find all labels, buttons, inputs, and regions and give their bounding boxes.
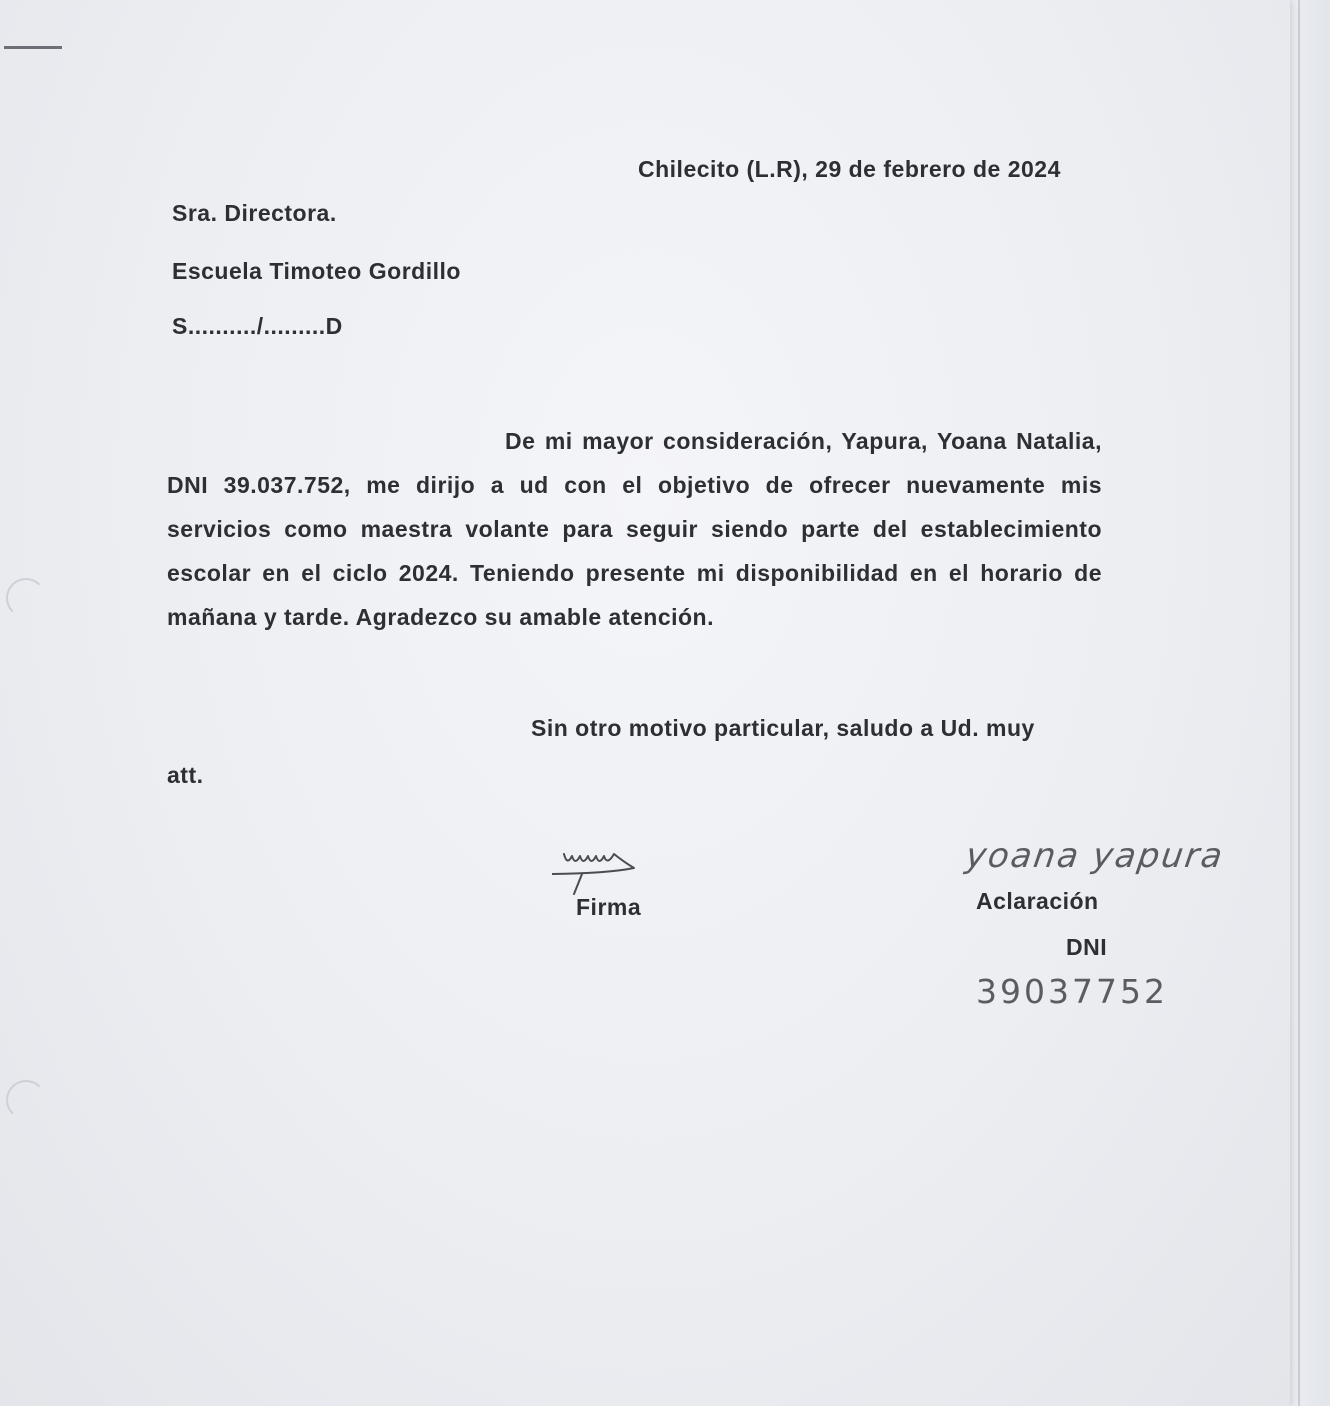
punch-hole-mark (6, 578, 46, 618)
handwritten-name: yoana yapura (963, 836, 1227, 876)
letter-body (167, 419, 1102, 639)
punch-hole-mark (6, 1080, 46, 1120)
handwritten-dni: 39037752 (976, 972, 1168, 1011)
closing-line: Sin otro motivo particular, saludo a Ud. muy (531, 715, 1035, 741)
recipient-sd: S........../.........D (172, 313, 343, 339)
recipient-title: Sra. Directora. (172, 200, 337, 226)
sheet-edge-line (1298, 0, 1300, 1406)
letter-body-text: De mi mayor consideración, Yapura, Yoana Natalia, DNI 39.037.752, me dirijo a ud con el objetivo de ofrecer nuevamente mis servicios como maestra volante para seguir siendo parte del establecimiento escolar en el ciclo 2024. Teniendo presente mi disponibilidad en el horario de mañana y tarde. Agradezco su amable atención. (167, 428, 1102, 630)
recipient-school: Escuela Timoteo Gordillo (172, 258, 461, 284)
place-date: Chilecito (L.R), 29 de febrero de 2024 (638, 156, 1061, 182)
signature-scribble (552, 840, 662, 900)
label-dni: DNI (1066, 934, 1108, 960)
closing-att: att. (167, 762, 204, 788)
label-aclaracion: Aclaración (976, 888, 1099, 914)
label-firma: Firma (576, 894, 642, 920)
pen-mark (4, 46, 62, 49)
